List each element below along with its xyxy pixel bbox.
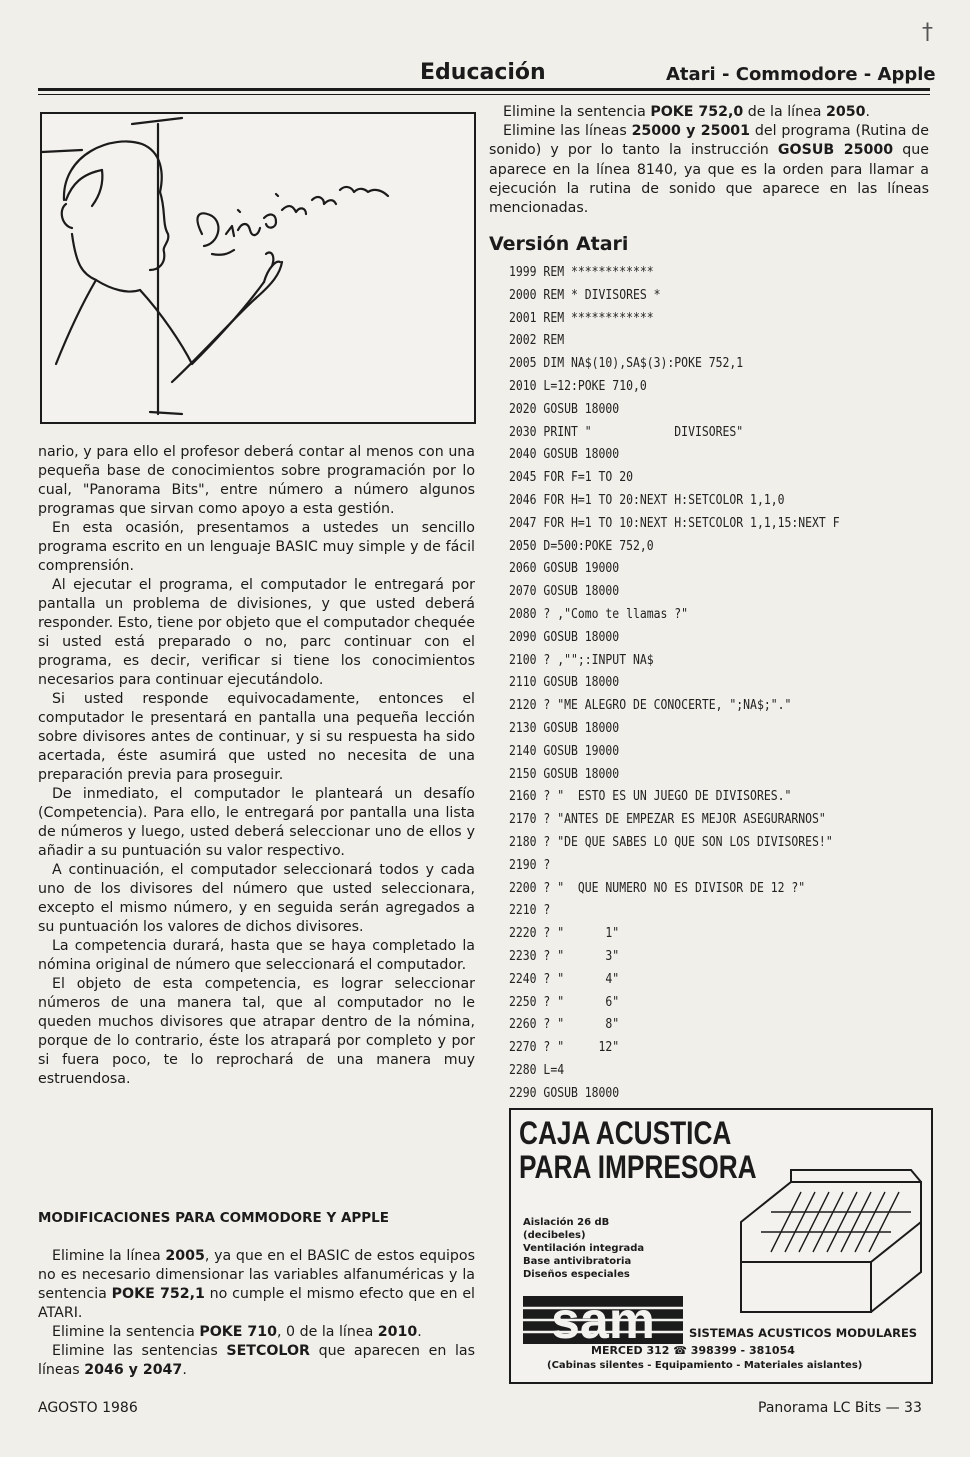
code-line: 2160 ? " ESTO ES UN JUEGO DE DIVISORES." bbox=[509, 789, 792, 805]
ad-headline: CAJA ACUSTICA PARA IMPRESORA bbox=[519, 1115, 757, 1185]
modification-paragraph: Elimine la línea 2005, ya que en el BASIC de estos equipos no es necesario dimensionar las variables alfanuméricas y la sentencia POKE 752,1 no cumple el mismo efecto que en el ATARI. bbox=[38, 1248, 475, 1321]
header-rule bbox=[38, 88, 930, 91]
code-line: 2260 ? " 8" bbox=[509, 1017, 620, 1033]
code-line: 2040 GOSUB 18000 bbox=[509, 447, 620, 463]
modifications-text bbox=[38, 1247, 475, 1380]
ad-company: SISTEMAS ACUSTICOS MODULARES bbox=[689, 1326, 918, 1340]
code-line: 2070 GOSUB 18000 bbox=[509, 584, 620, 600]
code-line: 2290 GOSUB 18000 bbox=[509, 1085, 620, 1101]
code-line: 2190 ? bbox=[509, 857, 551, 873]
paragraph: La competencia durará, hasta que se haya completado la nómina original de número que seleccionará el computador. bbox=[38, 938, 475, 973]
code-line: 2090 GOSUB 18000 bbox=[509, 629, 620, 645]
code-line: 2170 ? "ANTES DE EMPEZAR ES MEJOR ASEGURARNOS" bbox=[509, 812, 826, 828]
code-line: 2250 ? " 6" bbox=[509, 994, 620, 1010]
modification-paragraph: Elimine la sentencia POKE 752,0 de la línea 2050. bbox=[503, 104, 871, 120]
code-line: 2030 PRINT " DIVISORES" bbox=[509, 424, 744, 440]
teacher-drawing bbox=[42, 114, 474, 422]
code-line: 2270 ? " 12" bbox=[509, 1040, 620, 1056]
ad-features: Aislación 26 dB (decibeles) Ventilación integrada Base antivibratoria Diseños especiales bbox=[523, 1217, 645, 1280]
code-line: 2200 ? " QUE NUMERO NO ES DIVISOR DE 12 ?" bbox=[509, 880, 806, 896]
right-column-text bbox=[489, 103, 929, 218]
code-line: 2000 REM * DIVISORES * bbox=[509, 287, 661, 303]
left-column-text bbox=[38, 443, 475, 1089]
code-line: 1999 REM ************ bbox=[509, 265, 654, 280]
sam-logo bbox=[523, 1296, 683, 1344]
modifications-title: MODIFICACIONES PARA COMMODORE Y APPLE bbox=[38, 1210, 389, 1226]
ad-address: MERCED 312 ☎ 398399 - 381054 bbox=[591, 1344, 795, 1357]
code-listing bbox=[509, 262, 885, 1105]
code-line: 2060 GOSUB 19000 bbox=[509, 561, 620, 577]
code-line: 2047 FOR H=1 TO 10:NEXT H:SETCOLOR 1,1,15:NEXT F bbox=[509, 515, 840, 531]
code-line: 2130 GOSUB 18000 bbox=[509, 720, 620, 736]
code-line: 2280 L=4 bbox=[509, 1062, 565, 1078]
paragraph: Si usted responde equivocadamente, entonces el computador le presentará en pantalla una pequeña lección sobre divisores antes de continuar, y si su respuesta ha sido acertada, éste asumirá que usted no necesita de una preparación previa para proseguir. bbox=[38, 691, 475, 783]
code-line: 2150 GOSUB 18000 bbox=[509, 766, 620, 782]
paragraph: Al ejecutar el programa, el computador le entregará por pantalla un problema de divisiones, y que usted deberá responder. Esto, tiene por objeto que el computador chequée si usted está preparado o no, parc continuar con el programa, es decir, verificar si tiene los conocimientos necesarios para continuar ejecutándolo. bbox=[38, 577, 475, 688]
footer-date: AGOSTO 1986 bbox=[38, 1400, 138, 1416]
code-line: 2180 ? "DE QUE SABES LO QUE SON LOS DIVISORES!" bbox=[509, 834, 833, 850]
code-line: 2100 ? ,"";:INPUT NA$ bbox=[509, 652, 654, 668]
code-line: 2050 D=500:POKE 752,0 bbox=[509, 538, 654, 554]
section-title: Educación bbox=[420, 60, 546, 85]
atari-version-title: Versión Atari bbox=[489, 233, 629, 255]
code-line: 2046 FOR H=1 TO 20:NEXT H:SETCOLOR 1,1,0 bbox=[509, 492, 785, 508]
paragraph: En esta ocasión, presentamos a ustedes un sencillo programa escrito en un lenguaje BASIC muy simple y de fácil comprensión. bbox=[38, 520, 475, 574]
advertisement bbox=[509, 1108, 933, 1384]
code-line: 2110 GOSUB 18000 bbox=[509, 675, 620, 691]
illustration bbox=[40, 112, 476, 424]
ad-tagline: (Cabinas silentes - Equipamiento - Materiales aislantes) bbox=[547, 1360, 863, 1371]
modification-paragraph: Elimine las sentencias SETCOLOR que aparecen en las líneas 2046 y 2047. bbox=[38, 1343, 475, 1378]
code-line: 2001 REM ************ bbox=[509, 310, 654, 326]
paragraph: A continuación, el computador seleccionará todos y cada uno de los divisores del número que usted seleccionara, excepto el mismo número, y en seguida serán agregados a su puntuación los valores de dichos divisores. bbox=[38, 862, 475, 935]
code-line: 2220 ? " 1" bbox=[509, 926, 620, 942]
header-rule-thin bbox=[38, 94, 930, 95]
modification-paragraph: Elimine las líneas 25000 y 25001 del programa (Rutina de sonido) y por lo tanto la instrucción GOSUB 25000 que aparece en la línea 8140, ya que es la orden para llamar a ejecución la rutina de sonido que aparece en las líneas mencionadas. bbox=[489, 123, 930, 217]
code-line: 2240 ? " 4" bbox=[509, 971, 620, 987]
platforms-heading: Atari - Commodore - Apple bbox=[666, 64, 936, 85]
printer-enclosure-drawing bbox=[731, 1162, 927, 1322]
code-line: 2045 FOR F=1 TO 20 bbox=[509, 470, 633, 486]
corner-mark: † bbox=[922, 20, 933, 45]
paragraph: nario, y para ello el profesor deberá contar al menos con una pequeña base de conocimientos sobre programación por lo cual, "Panorama Bits", entre número a número algunos programas que sirvan como apoyo a esta gestión. bbox=[38, 444, 475, 517]
code-line: 2010 L=12:POKE 710,0 bbox=[509, 378, 647, 394]
code-line: 2140 GOSUB 19000 bbox=[509, 743, 620, 759]
code-line: 2120 ? "ME ALEGRO DE CONOCERTE, ";NA$;"." bbox=[509, 698, 792, 714]
modification-paragraph: Elimine la sentencia POKE 710, 0 de la línea 2010. bbox=[52, 1324, 422, 1340]
code-line: 2002 REM bbox=[509, 333, 565, 349]
code-line: 2230 ? " 3" bbox=[509, 948, 620, 964]
paragraph: El objeto de esta competencia, es lograr seleccionar números de una manera tal, que al computador no le queden muchos divisores que atrapar dentro de la nómina, porque de lo contrario, éste los atrapará por completo y por si fuera poco, te lo reprochará de una manera muy estruendosa. bbox=[38, 976, 475, 1087]
code-line: 2020 GOSUB 18000 bbox=[509, 401, 620, 417]
svg-text:sam: sam bbox=[550, 1296, 656, 1344]
code-line: 2210 ? bbox=[509, 903, 551, 919]
footer-page-number: Panorama LC Bits — 33 bbox=[758, 1400, 922, 1416]
paragraph: De inmediato, el computador le planteará un desafío (Competencia). Para ello, le entregará por pantalla una lista de números y luego, usted deberá seleccionar uno de ellos y añadir a su puntuación su valor respectivo. bbox=[38, 786, 475, 859]
code-line: 2080 ? ,"Como te llamas ?" bbox=[509, 606, 689, 622]
code-line: 2005 DIM NA$(10),SA$(3):POKE 752,1 bbox=[509, 356, 744, 372]
